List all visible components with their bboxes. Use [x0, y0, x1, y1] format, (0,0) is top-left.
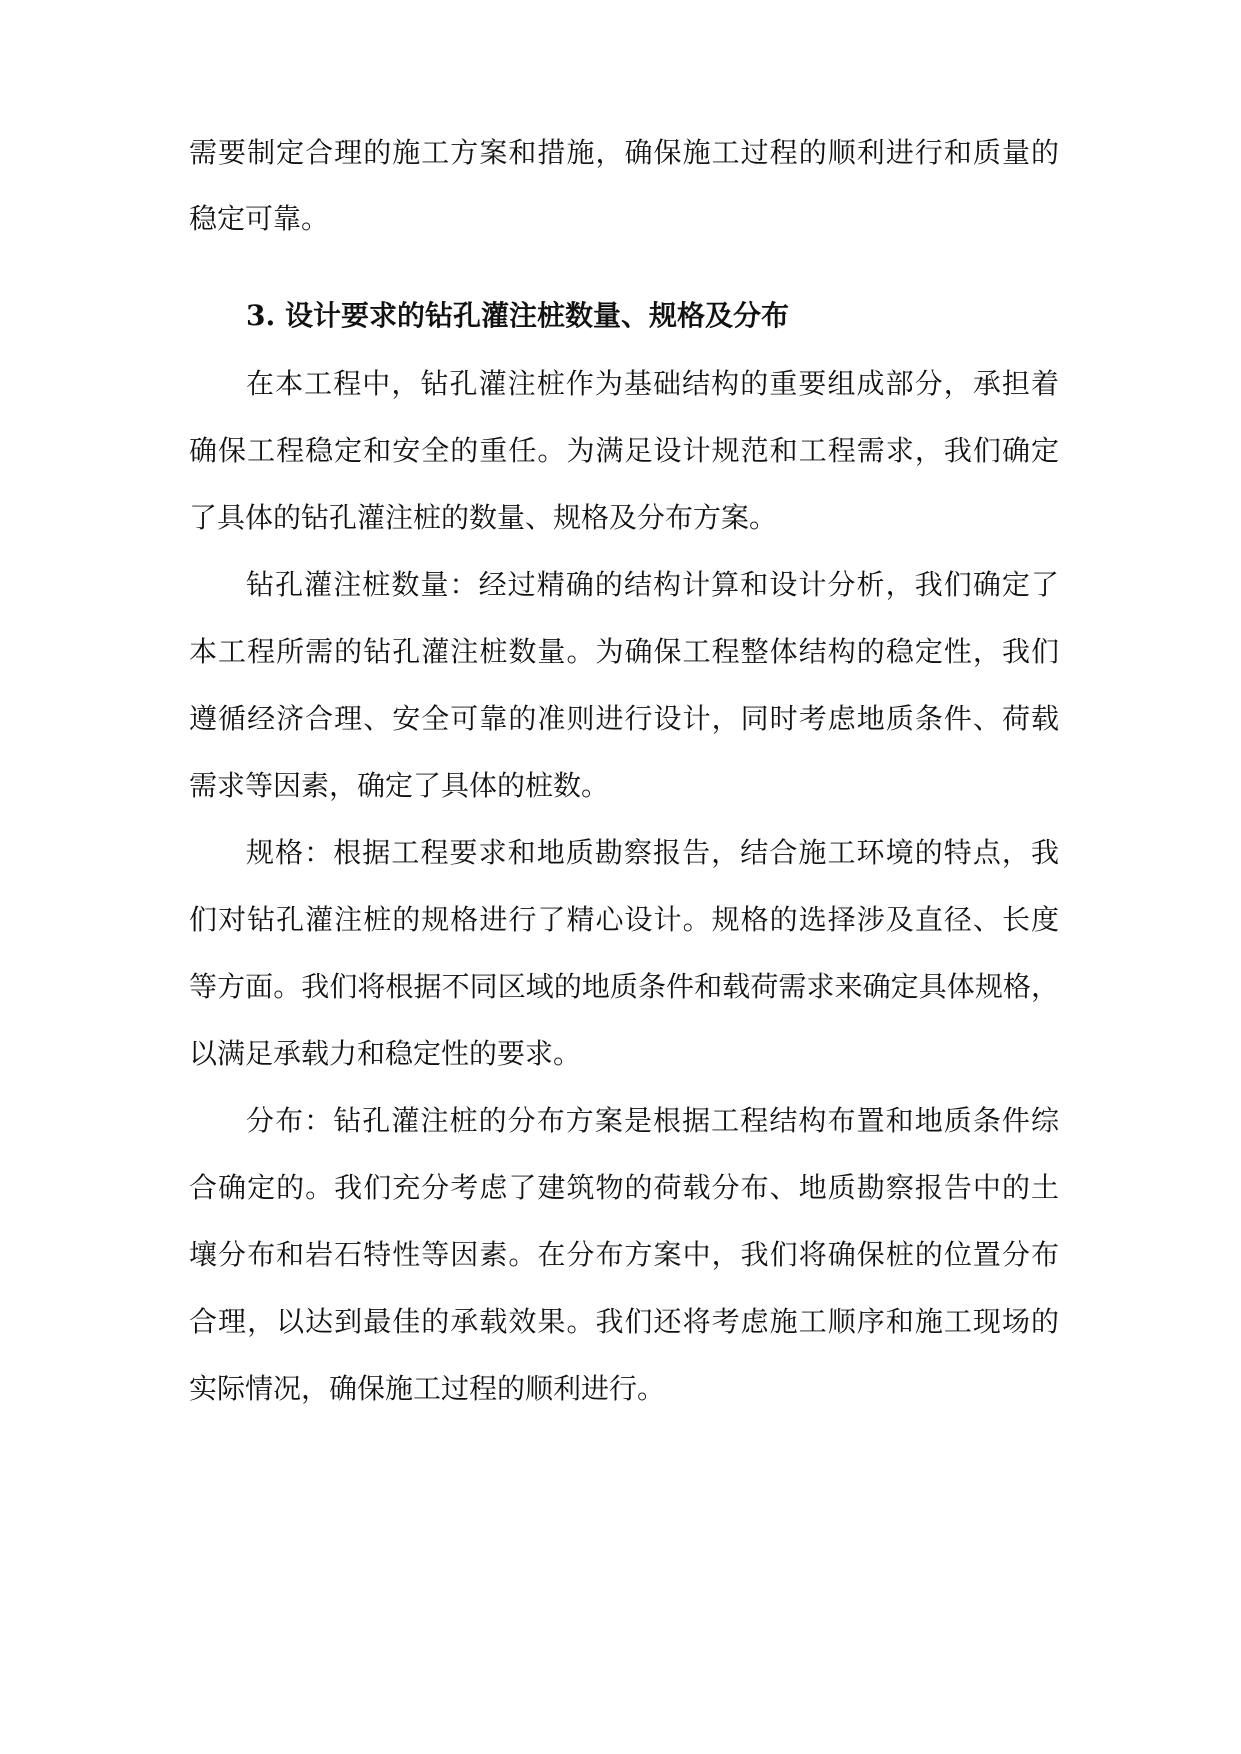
paragraph-line: 合理，以达到最佳的承载效果。我们还将考虑施工顺序和施工现场的 — [189, 1305, 1059, 1338]
paragraph-line: 以满足承载力和稳定性的要求。 — [189, 1037, 582, 1070]
paragraph-line: 等方面。我们将根据不同区域的地质条件和载荷需求来确定具体规格， — [189, 970, 1059, 1003]
paragraph-line: 需要制定合理的施工方案和措施，确保施工过程的顺利进行和质量的 — [189, 136, 1059, 169]
paragraph-line: 分布：钻孔灌注桩的分布方案是根据工程结构布置和地质条件综 — [246, 1104, 1059, 1137]
paragraph-line: 在本工程中，钻孔灌注桩作为基础结构的重要组成部分，承担着 — [246, 367, 1059, 400]
paragraph-line: 稳定可靠。 — [189, 202, 330, 235]
paragraph-line: 确保工程稳定和安全的重任。为满足设计规范和工程需求，我们确定 — [189, 434, 1059, 467]
paragraph-line: 规格：根据工程要求和地质勘察报告，结合施工环境的特点，我 — [246, 836, 1059, 869]
paragraph-line: 遵循经济合理、安全可靠的准则进行设计，同时考虑地质条件、荷载 — [189, 702, 1059, 735]
section-heading: 3. 设计要求的钻孔灌注桩数量、规格及分布 — [246, 299, 789, 332]
paragraph-line: 本工程所需的钻孔灌注桩数量。为确保工程整体结构的稳定性，我们 — [189, 635, 1059, 668]
paragraph-line: 实际情况，确保施工过程的顺利进行。 — [189, 1372, 666, 1405]
paragraph-line: 壤分布和岩石特性等因素。在分布方案中，我们将确保桩的位置分布 — [189, 1238, 1059, 1271]
paragraph-line: 合确定的。我们充分考虑了建筑物的荷载分布、地质勘察报告中的土 — [189, 1171, 1059, 1204]
paragraph-line: 需求等因素，确定了具体的桩数。 — [189, 769, 610, 802]
paragraph-line: 了具体的钻孔灌注桩的数量、规格及分布方案。 — [189, 501, 778, 534]
paragraph-line: 们对钻孔灌注桩的规格进行了精心设计。规格的选择涉及直径、长度 — [189, 903, 1059, 936]
paragraph-line: 钻孔灌注桩数量：经过精确的结构计算和设计分析，我们确定了 — [246, 568, 1059, 601]
